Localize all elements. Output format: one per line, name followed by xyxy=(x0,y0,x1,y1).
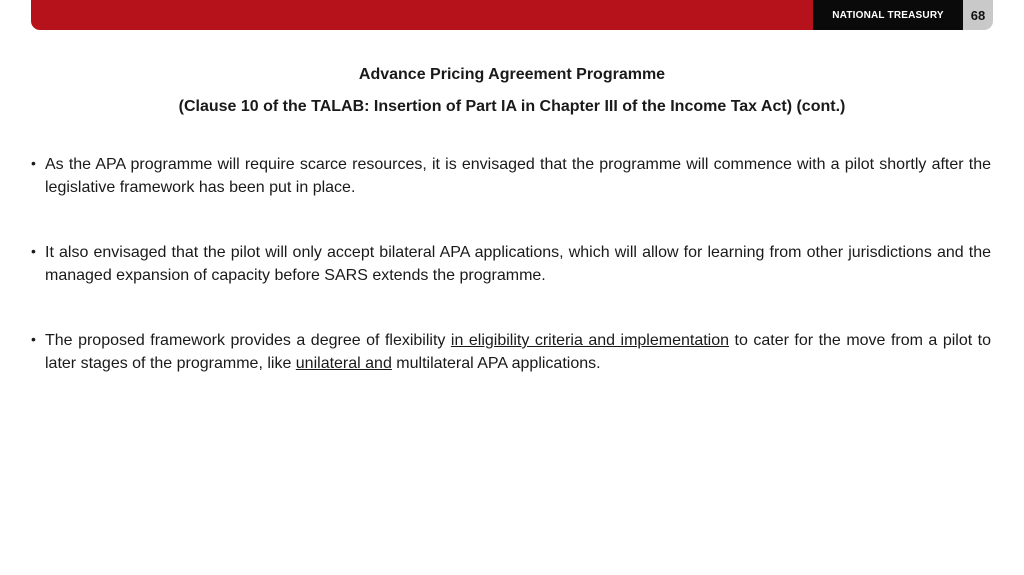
bullet-text-segment: multilateral APA applications. xyxy=(391,355,601,372)
bullet-marker: • xyxy=(31,155,36,171)
bullet-text: It also envisaged that the pilot will only accept bilateral APA applications, which will allow for learning from other jurisdictions and the managed expansion of capacity before SARS extends the programme. xyxy=(45,244,991,284)
bullet-text-segment: to cater for the move from a pilot to later stages of the programme, like xyxy=(45,332,992,372)
slide-title: Advance Pricing Agreement Programme xyxy=(358,66,666,83)
bullet-item-1 xyxy=(31,153,991,199)
bullet-text xyxy=(45,329,991,375)
page-number: 68 xyxy=(963,0,993,30)
underlined-phrase-unilateral: unilateral and xyxy=(295,355,392,372)
header-red-bar xyxy=(31,0,813,30)
slide-subtitle: (Clause 10 of the TALAB: Insertion of Part IA in Chapter III of the Income Tax Act) (cont.) xyxy=(178,98,846,115)
bullet-text: As the APA programme will require scarce resources, it is envisaged that the programme will commence with a pilot shortly after the legislative framework has been put in place. xyxy=(45,156,991,196)
bullet-item-3 xyxy=(31,329,991,375)
bullet-text-segment: The proposed framework provides a degree of flexibility xyxy=(45,332,451,349)
bullet-item-2 xyxy=(31,241,991,287)
brand-label: NATIONAL TREASURY xyxy=(813,0,963,30)
bullet-marker: • xyxy=(31,331,36,347)
underlined-phrase-eligibility: in eligibility criteria and implementation xyxy=(450,332,730,349)
bullet-marker: • xyxy=(31,243,36,259)
